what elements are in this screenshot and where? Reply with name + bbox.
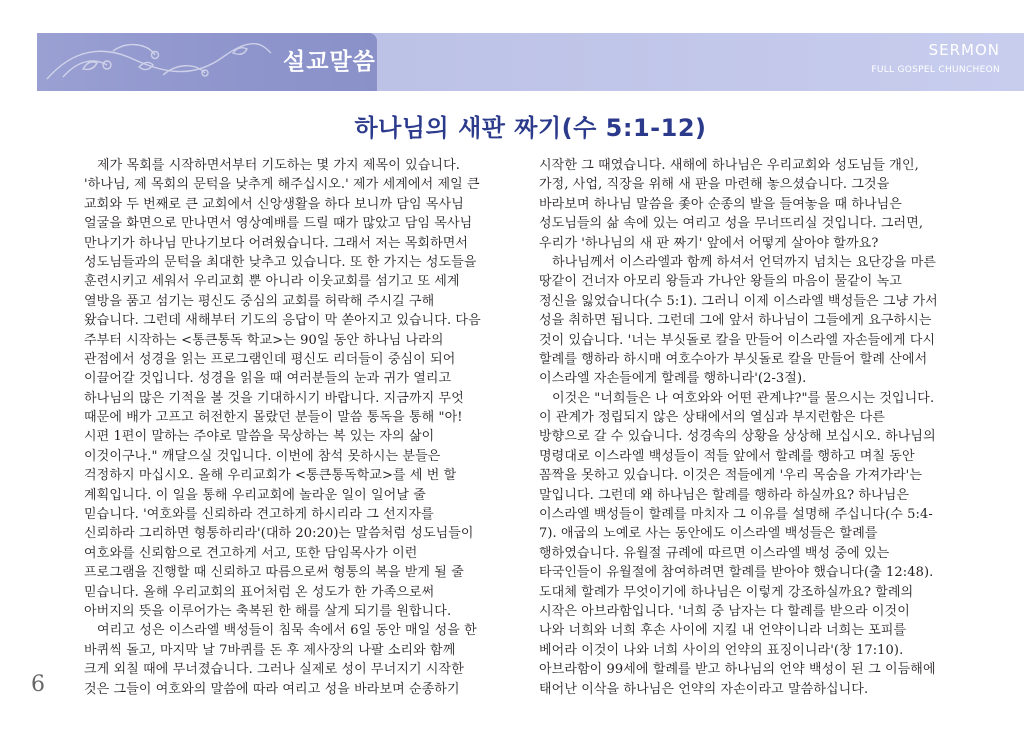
text-line: 도대체 할례가 무엇이기에 하나님은 이렇게 강조하실까요? 할례의 (539, 584, 914, 600)
text-line: 열방을 품고 섬기는 평신도 중심의 교회를 허락해 주시길 구해 (84, 293, 435, 309)
text-line: 태어난 이삭을 하나님은 언약의 자손이라고 말씀하십니다. (539, 681, 869, 697)
text-line: '하나님, 제 목회의 문턱을 낮추게 해주십시오.' 제가 세계에서 제일 큰 (84, 177, 480, 193)
text-line: 교회와 두 번째로 큰 교회에서 신앙생활을 하다 보니까 담임 목사님 (84, 196, 464, 212)
text-line: 하나님의 많은 기적을 볼 것을 기대하시기 바랍니다. 지금까지 무엇 (84, 390, 464, 406)
text-line: 성도님들과의 문턱을 최대한 낮추고 있습니다. 또 한 가지는 성도들을 (84, 254, 477, 270)
text-line: 이것은 "너희들은 나 여호와와 어떤 관계냐?"를 물으시는 것입니다. (552, 390, 935, 406)
text-line: 이것이구나." 깨달으실 것입니다. 이번에 참석 못하시는 분들은 (84, 448, 441, 464)
text-line: 우리가 '하나님의 새 판 짜기' 앞에서 어떻게 살아야 할까요? (539, 235, 879, 251)
text-line: 아브라함이 99세에 할례를 받고 하나님의 언약 백성이 된 그 이듬해에 (539, 662, 936, 678)
page-number: 6 (31, 672, 45, 697)
text-line: 성을 취하면 됩니다. 그런데 그에 앞서 하나님이 그들에게 요구하시는 (539, 313, 932, 329)
text-line: 이 관계가 정립되지 않은 상태에서의 열심과 부지런함은 다른 (539, 410, 886, 426)
text-line: 나와 너희와 너희 후손 사이에 지킬 내 언약이니라 너희는 포피를 (539, 623, 907, 639)
text-line: 걱정하지 마십시오. 올해 우리교회가 <통큰통독학교>를 세 번 할 (84, 468, 457, 484)
text-line: 이스라엘 백성들이 할례를 마치자 그 이유를 설명해 주십니다(수 5:4- (539, 507, 933, 523)
section-tab (37, 33, 377, 91)
text-line: 가정, 사업, 직장을 위해 새 판을 마련해 놓으셨습니다. 그것을 (539, 177, 890, 193)
text-line: 여리고 성은 이스라엘 백성들이 침묵 속에서 6일 동안 매일 성을 한 (97, 623, 477, 639)
floral-ornament-icon (43, 39, 273, 85)
text-line: 행하였습니다. 유월절 규례에 따르면 이스라엘 백성 중에 있는 (539, 545, 890, 561)
section-title: 설교말씀 (283, 49, 376, 75)
text-line: 신뢰하라 그리하면 형통하리라'(대하 20:20)는 말씀처럼 성도님들이 (84, 526, 474, 542)
text-line: 바퀴씩 돌고, 마지막 날 7바퀴를 돈 후 제사장의 나팔 소리와 함께 (84, 642, 456, 658)
text-line: 프로그램을 진행할 때 신뢰하고 따름으로써 형통의 복을 받게 될 줄 (84, 565, 464, 581)
text-line: 땅같이 건너자 아모리 왕들과 가나안 왕들의 마음이 물같이 녹고 (539, 274, 902, 290)
text-line: 할례를 행하라 하시매 여호수아가 부싯돌로 칼을 만들어 할례 산에서 (539, 351, 928, 367)
text-line: 아버지의 뜻을 이루어가는 축복된 한 해를 살게 되기를 원합니다. (84, 603, 452, 619)
text-line: 시편 1편이 말하는 주야로 말씀을 묵상하는 복 있는 자의 삶이 (84, 429, 435, 445)
text-line: 크게 외칠 때에 무너졌습니다. 그러나 실제로 성이 무너지기 시작한 (84, 662, 464, 678)
text-line: 명령대로 이스라엘 백성들이 적들 앞에서 할례를 행하고 며칠 동안 (539, 448, 915, 464)
text-line: 이스라엘 자손들에게 할례를 행하니라'(2-3절). (539, 371, 807, 387)
church-label: FULL GOSPEL CHUNCHEON (871, 65, 1000, 75)
text-line: 주부터 시작하는 <통큰통독 학교>는 90일 동안 하나님 나라의 (84, 332, 444, 348)
header-banner (37, 33, 1024, 91)
text-line: 훈련시키고 세워서 우리교회 뿐 아니라 이웃교회를 섬기고 또 세계 (84, 274, 460, 290)
text-line: 바라보며 하나님 말씀을 좇아 순종의 발을 들여놓을 때 하나님은 (539, 196, 902, 212)
text-line: 믿습니다. '여호와를 신뢰하라 견고하게 하시리라 그 선지자를 (84, 507, 434, 523)
text-line: 왔습니다. 그런데 새해부터 기도의 응답이 막 쏟아지고 있습니다. 다음 (84, 313, 481, 329)
right-column (539, 156, 971, 699)
text-line: 것이 있습니다. '너는 부싯돌로 칼을 만들어 이스라엘 자손들에게 다시 (539, 332, 936, 348)
text-line: 만나기가 하나님 만나기보다 어려웠습니다. 그래서 저는 목회하면서 (84, 235, 469, 251)
sermon-title: 하나님의 새판 짜기(수 5:1-12) (354, 114, 707, 142)
text-line: 베어라 이것이 나와 너희 사이의 언약의 표징이니라'(창 17:10). (539, 642, 904, 658)
text-line: 이끌어갈 것입니다. 성경을 읽을 때 여러분들의 눈과 귀가 열리고 (84, 371, 452, 387)
text-line: 성도님들의 삶 속에 있는 여리고 성을 무너뜨리실 것입니다. 그러면, (539, 216, 924, 232)
text-line: 믿습니다. 올해 우리교회의 표어처럼 온 성도가 한 가족으로써 (84, 584, 435, 600)
text-line: 때문에 배가 고프고 허전한지 몰랐던 분들이 말씀 통독을 통해 "아! (84, 410, 463, 426)
left-column (84, 156, 516, 699)
text-line: 시작한 그 때였습니다. 새해에 하나님은 우리교회와 성도님들 개인, (539, 158, 919, 173)
text-line: 방향으로 갈 수 있습니다. 성경속의 상황을 상상해 보십시오. 하나님의 (539, 429, 936, 445)
sermon-label: SERMON (928, 41, 1000, 59)
text-line: 꼼짝을 못하고 있습니다. 이것은 적들에게 '우리 목숨을 가져가라'는 (539, 468, 922, 484)
text-line: 여호와를 신뢰함으로 견고하게 서고, 또한 담임목사가 이런 (84, 545, 418, 561)
text-line: 하나님께서 이스라엘과 함께 하셔서 언덕까지 넘치는 요단강을 마른 (552, 254, 937, 270)
text-line: 말입니다. 그런데 왜 하나님은 할례를 행하라 하실까요? 하나님은 (539, 487, 910, 503)
text-line: 관점에서 성경을 읽는 프로그램인데 평신도 리더들이 중심이 되어 (84, 351, 456, 367)
text-line: 타국인들이 유월절에 참여하려면 할례를 받아야 했습니다(출 12:48). (539, 565, 934, 581)
text-line: 7). 애굽의 노예로 사는 동안에도 이스라엘 백성들은 할례를 (539, 526, 878, 542)
text-line: 시작은 아브라함입니다. '너희 중 남자는 다 할례를 받으라 이것이 (539, 603, 910, 619)
text-line: 계획입니다. 이 일을 통해 우리교회에 놀라운 일이 일어날 줄 (84, 487, 426, 503)
text-line: 얼굴을 화면으로 만나면서 영상예배를 드릴 때가 많았고 담임 목사님 (84, 216, 473, 232)
text-line: 것은 그들이 여호와의 말씀에 따라 여리고 성을 바라보며 순종하기 (84, 681, 460, 697)
text-line: 제가 목회를 시작하면서부터 기도하는 몇 가지 제목이 있습니다. (97, 158, 460, 173)
text-line: 정신을 잃었습니다(수 5:1). 그러니 이제 이스라엘 백성들은 그냥 가서 (539, 293, 938, 309)
